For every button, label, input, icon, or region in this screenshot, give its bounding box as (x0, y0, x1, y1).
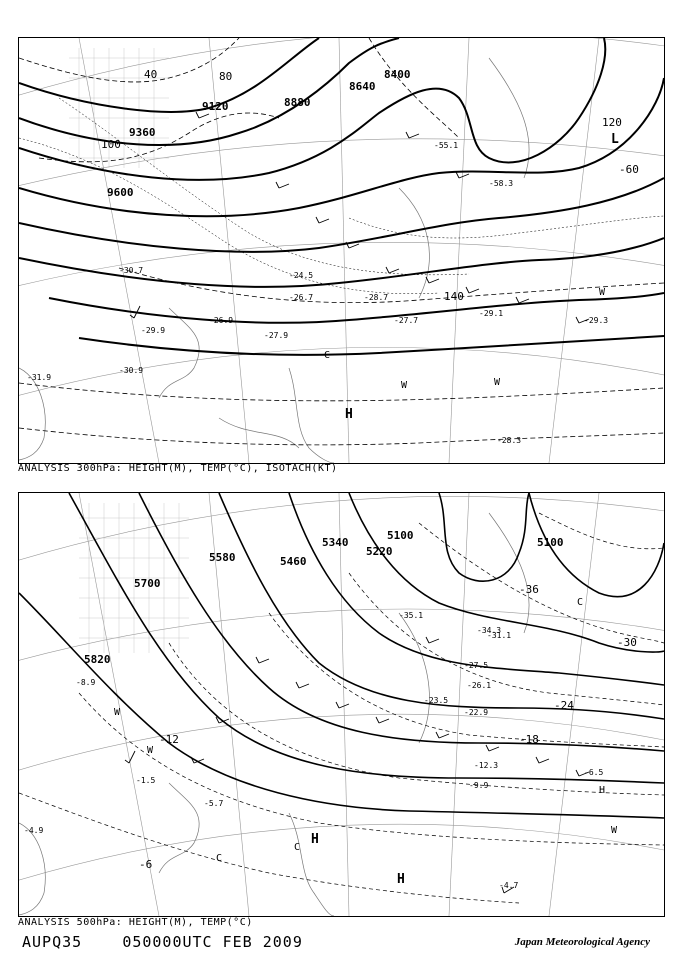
temperature-label: -24.5 (289, 271, 314, 280)
height-label: 5220 (366, 545, 393, 558)
temperature-label: -6.5 (584, 768, 604, 777)
height-label: 5580 (209, 551, 236, 564)
temperature-label: -30.7 (119, 266, 144, 275)
temperature-label: -1.5 (136, 776, 156, 785)
temperature-label: -60 (619, 163, 639, 176)
height-labels (84, 529, 564, 666)
map-300hpa-svg (19, 38, 664, 463)
height-label: 8400 (384, 68, 411, 81)
agency-name: Japan Meteorological Agency (514, 936, 650, 948)
coastline (19, 513, 529, 916)
map-500hpa-svg (19, 493, 664, 916)
pressure-centers (114, 597, 618, 887)
low-center-marker: L (611, 132, 619, 147)
temperature-label: -30 (617, 636, 637, 649)
cold-center-marker: C (324, 350, 331, 361)
temperature-label: -27.7 (394, 316, 419, 325)
map-panel-500hpa (18, 492, 665, 917)
temperature-label: -30.9 (119, 366, 144, 375)
temperature-label: -29.3 (584, 316, 609, 325)
pressure-centers (324, 132, 619, 422)
wind-barbs (125, 637, 589, 893)
isotach-label: 80 (219, 70, 233, 83)
valid-time: 050000UTC FEB 2009 (122, 933, 303, 951)
graticule (19, 38, 664, 463)
cold-center-marker: C (577, 597, 584, 608)
temperature-point-labels (24, 611, 606, 890)
warm-center-marker: W (599, 287, 606, 298)
temperature-label: -24 (554, 699, 574, 712)
isotach-label: 120 (602, 116, 622, 129)
temperature-label: -34.3 (477, 626, 502, 635)
temperature-labels (139, 583, 637, 871)
isotach-label: 100 (101, 138, 121, 151)
chart-identifier (22, 933, 303, 951)
warm-center-marker: W (114, 707, 121, 718)
isotach-labels (101, 68, 622, 303)
chart-code: AUPQ35 (22, 933, 83, 951)
caption-500hpa: ANALYSIS 500hPa: HEIGHT(M), TEMP(°C) (18, 917, 253, 928)
temperature-label: -6 (139, 858, 153, 871)
high-center-marker: H (599, 785, 606, 796)
temperature-label: -5.7 (204, 799, 224, 808)
isotach-label: 40 (144, 68, 158, 81)
temperature-label: -29.9 (141, 326, 166, 335)
temperature-label: -31.9 (27, 373, 52, 382)
temperature-label: -22.9 (464, 708, 489, 717)
height-label: 8640 (349, 80, 376, 93)
warm-center-marker: W (494, 377, 501, 388)
warm-center-marker: W (611, 825, 618, 836)
temperature-label: -26.9 (209, 316, 234, 325)
height-label: 5100 (537, 536, 564, 549)
height-label: 5700 (134, 577, 161, 590)
height-label: 5460 (280, 555, 307, 568)
temperature-label: -26.1 (467, 681, 492, 690)
temperature-label: -58.3 (489, 179, 514, 188)
temperature-label: -23.5 (424, 696, 449, 705)
temperature-label: -18 (519, 733, 539, 746)
temperature-label: -31.1 (487, 631, 512, 640)
temperature-label: -26.7 (289, 293, 314, 302)
temperature-label: -27.9 (264, 331, 289, 340)
temperature-label: -29.1 (479, 309, 504, 318)
height-label: 9600 (107, 186, 134, 199)
height-labels (107, 68, 411, 199)
temperature-label: -4.9 (24, 826, 44, 835)
wind-barbs (130, 112, 589, 323)
height-label: 5820 (84, 653, 111, 666)
temperature-label: -8.9 (76, 678, 96, 687)
height-label: 9360 (129, 126, 156, 139)
temperature-label: -12.3 (474, 761, 499, 770)
temperature-label: -35.1 (399, 611, 424, 620)
height-label: 5100 (387, 529, 414, 542)
height-label: 5340 (322, 536, 349, 549)
temperature-label: -12 (159, 733, 179, 746)
temperature-label: -9.9 (469, 781, 489, 790)
temperature-label: -28.7 (364, 293, 389, 302)
isotach-label: 140 (444, 290, 464, 303)
temperature-label: -27.5 (464, 661, 489, 670)
temperature-label: -55.1 (434, 141, 459, 150)
cold-center-marker: C (294, 842, 301, 853)
warm-center-marker: W (147, 745, 154, 756)
temperature-label: -4.7 (499, 881, 519, 890)
high-center-marker: H (397, 872, 405, 887)
height-label: 8880 (284, 96, 311, 109)
high-center-marker: H (311, 832, 319, 847)
temperature-label: -28.3 (497, 436, 522, 445)
cold-center-marker: C (216, 853, 223, 864)
warm-center-marker: W (401, 380, 408, 391)
high-center-marker: H (345, 407, 353, 422)
height-label: 9120 (202, 100, 229, 113)
temperature-label: -36 (519, 583, 539, 596)
caption-300hpa: ANALYSIS 300hPa: HEIGHT(M), TEMP(°C), ISOTACH(KT) (18, 463, 338, 474)
map-panel-300hpa (18, 37, 665, 464)
